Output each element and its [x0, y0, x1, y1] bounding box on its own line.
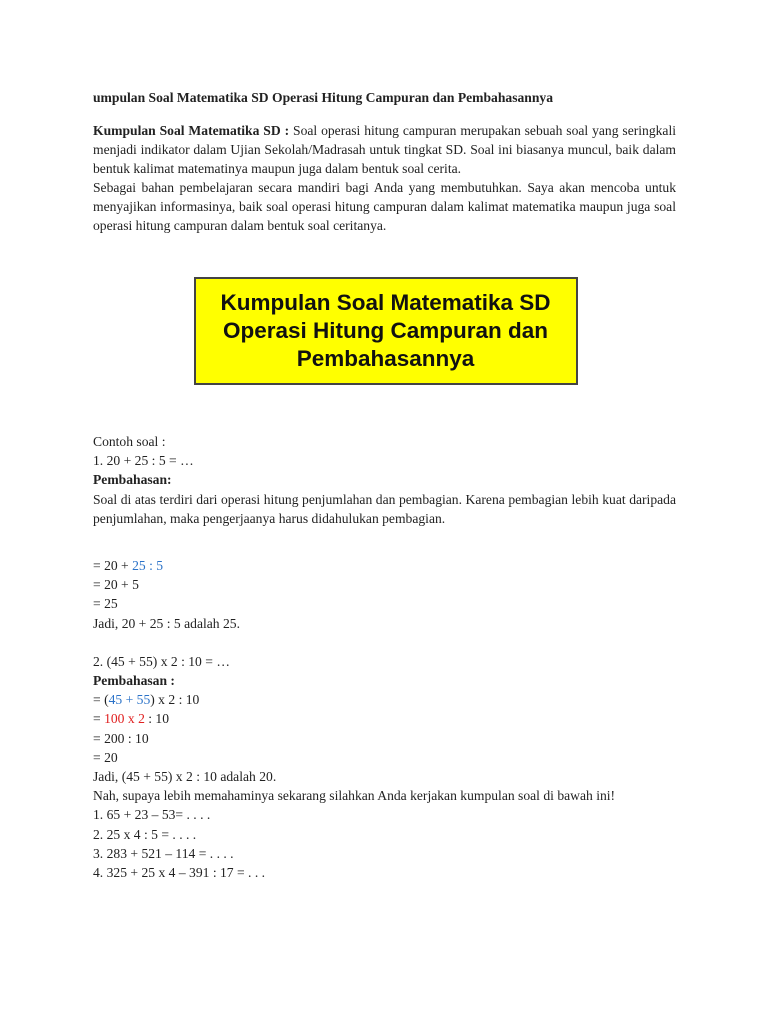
banner-line-2: Operasi Hitung Campuran dan [222, 318, 549, 343]
exercise-item: 3. 283 + 521 – 114 = . . . . [93, 845, 234, 861]
document-title: umpulan Soal Matematika SD Operasi Hitung Campuran dan Pembahasannya [93, 90, 554, 105]
banner-line-1: Kumpulan Soal Matematika SD [220, 290, 551, 315]
example2-label: Pembahasan : [93, 673, 175, 689]
intro-text: Soal operasi hitung campuran merupakan sebuah soal yang seringkali menjadi indikator dalam Ujian Sekolah/Madrasah untuk tingkat SD. Soal ini biasanya muncul, baik dalam bentuk kalimat matematinya maupun juga dalam bentuk soal cerita. [93, 123, 677, 176]
step-highlight: 25 : 5 [132, 558, 164, 574]
example2-step-2 [93, 709, 676, 728]
banner-line-3: Pembahasannya [296, 346, 475, 371]
example1-conclusion: Jadi, 20 + 25 : 5 adalah 25. [93, 615, 240, 631]
banner-container [93, 277, 676, 385]
step-highlight: 45 + 55 [108, 692, 151, 708]
example1-step-1 [93, 556, 676, 575]
step-rest: ) x 2 : 10 [150, 692, 200, 708]
example1-question: 1. 20 + 25 : 5 = … [93, 453, 194, 469]
exercise-item: 1. 65 + 23 – 53= . . . . [93, 807, 211, 823]
example2-question: 2. (45 + 55) x 2 : 10 = … [93, 653, 230, 669]
example1-step-3: = 25 [93, 596, 118, 612]
example1-explanation: Soal di atas terdiri dari operasi hitung penjumlahan dan pembagian. Karena pembagian lebih kuat daripada penjumlahan, maka pengerjaanya harus didahulukan pembagian. [93, 491, 676, 526]
step-highlight: 100 x 2 [104, 711, 145, 727]
document-page [93, 88, 676, 882]
step-prefix: = [93, 711, 105, 727]
intro-paragraph [93, 121, 676, 178]
example1-label: Pembahasan: [93, 472, 172, 488]
intro-bold-lead: Kumpulan Soal Matematika SD : [93, 123, 290, 138]
exercises-intro: Nah, supaya lebih memahaminya sekarang silahkan Anda kerjakan kumpulan soal di bawah ini! [93, 788, 616, 804]
example1-step-2: = 20 + 5 [93, 577, 139, 593]
exercise-item: 2. 25 x 4 : 5 = . . . . [93, 826, 197, 842]
example2-conclusion: Jadi, (45 + 55) x 2 : 10 adalah 20. [93, 769, 277, 785]
step-open: = ( [93, 692, 109, 708]
exercise-item: 4. 325 + 25 x 4 – 391 : 17 = . . . [93, 865, 266, 881]
example-heading: Contoh soal : [93, 434, 166, 449]
example2-step-3: = 200 : 10 [93, 730, 149, 746]
example2-step-1 [93, 690, 676, 709]
title-banner-image [194, 277, 578, 385]
example2-step-4: = 20 [93, 749, 118, 765]
intro-paragraph-2: Sebagai bahan pembelajaran secara mandiri bagi Anda yang membutuhkan. Saya akan mencoba untuk menyajikan informasinya, baik soal operasi hitung campuran dalam kalimat matematika maupun juga soal operasi hitung campuran dalam bentuk soal ceritanya. [93, 180, 676, 233]
step-prefix: = 20 + [93, 558, 133, 574]
step-rest: : 10 [144, 711, 170, 727]
